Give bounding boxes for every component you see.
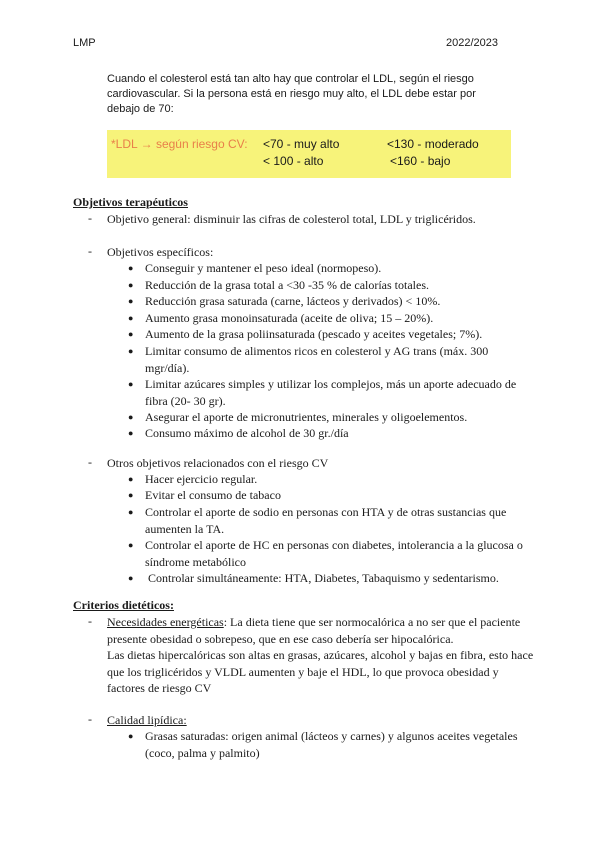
- dash-marker: -: [88, 211, 92, 225]
- list-item: Controlar el aporte de HC en personas con diabetes, intolerancia a la glucosa o síndrome metabólico: [145, 538, 523, 569]
- list-item: Controlar el aporte de sodio en personas con HTA y de otras sustancias que aumenten la TA.: [145, 505, 507, 536]
- header-right: 2022/2023: [446, 37, 498, 49]
- list-item: Limitar consumo de alimentos ricos en colesterol y AG trans (máx. 300 mgr/día).: [145, 344, 489, 375]
- bullet-icon: ●: [128, 412, 134, 422]
- arrow-right-icon: →: [140, 137, 153, 151]
- bullet-icon: ●: [128, 263, 134, 273]
- list-item: Hacer ejercicio regular.: [145, 472, 258, 486]
- objetivos-title: Objetivos terapéuticos: [73, 195, 188, 209]
- ldl-value-high: < 100 - alto: [263, 154, 324, 168]
- objetivo-general: Objetivo general: disminuir las cifras de colesterol total, LDL y triglicéridos.: [107, 212, 476, 226]
- calidad-lipidica-label: Calidad lipídica:: [107, 713, 187, 727]
- necesidades-label: Necesidades energéticas: [107, 615, 224, 629]
- otros-objetivos-label: Otros objetivos relacionados con el riesgo CV: [107, 456, 329, 470]
- dash-marker: -: [88, 614, 92, 628]
- bullet-icon: ●: [128, 280, 134, 290]
- list-item: Reducción grasa saturada (carne, lácteos y derivados) < 10%.: [145, 294, 441, 308]
- necesidades-paragraph: [107, 614, 537, 647]
- list-item: Evitar el consumo de tabaco: [145, 488, 281, 502]
- ldl-box-title: [111, 137, 248, 151]
- list-item: Grasas saturadas: origen animal (lácteos y carnes) y algunos aceites vegetales (coco, palma y palmito): [145, 729, 518, 760]
- bullet-icon: ●: [128, 329, 134, 339]
- dash-marker: -: [88, 712, 92, 726]
- criterios-title: Criterios dietéticos:: [73, 598, 174, 612]
- necesidades-text: : La dieta tiene que ser normocalórica a no ser que el paciente presente obesidad o sobrepeso, que en ese caso debería ser hipocalórica.: [107, 615, 521, 646]
- list-item: Aumento de la grasa poliinsaturada (pescado y aceites vegetales; 7%).: [145, 327, 483, 341]
- bullet-icon: ●: [128, 428, 134, 438]
- header-left: LMP: [73, 37, 96, 49]
- ldl-value-very-high: <70 - muy alto: [263, 137, 340, 151]
- list-item: Controlar simultáneamente: HTA, Diabetes, Tabaquismo y sedentarismo.: [145, 571, 499, 585]
- ldl-title-suffix: según riesgo CV:: [155, 137, 248, 151]
- dash-marker: -: [88, 455, 92, 469]
- intro-paragraph: Cuando el colesterol está tan alto hay que controlar el LDL, según el riesgo cardiovascular. Si la persona está en riesgo muy alto, el LDL debe estar por debajo de 70:: [107, 73, 476, 115]
- bullet-icon: ●: [128, 313, 134, 323]
- bullet-icon: ●: [128, 507, 134, 517]
- bullet-icon: ●: [128, 731, 134, 741]
- hipercaloricas-paragraph: Las dietas hipercalóricas son altas en grasas, azúcares, alcohol y bajas en fibra, esto hace que los triglicéridos y VLDL aumenten y baje el HDL, lo que provoca obesidad y factores de riesgo CV: [107, 648, 534, 695]
- bullet-icon: ●: [128, 474, 134, 484]
- list-item: Limitar azúcares simples y utilizar los complejos, más un aporte adecuado de fibra (20- 30 gr).: [145, 377, 517, 408]
- dash-marker: -: [88, 244, 92, 258]
- bullet-icon: ●: [128, 573, 134, 583]
- objetivos-especificos-label: Objetivos específicos:: [107, 245, 214, 259]
- bullet-icon: ●: [128, 379, 134, 389]
- list-item: Aumento grasa monoinsaturada (aceite de oliva; 15 – 20%).: [145, 311, 434, 325]
- bullet-icon: ●: [128, 540, 134, 550]
- ldl-value-moderate: <130 - moderado: [387, 137, 479, 151]
- ldl-value-low: <160 - bajo: [390, 154, 451, 168]
- list-item: Conseguir y mantener el peso ideal (normopeso).: [145, 261, 382, 275]
- list-item: Reducción de la grasa total a <30 -35 % de calorías totales.: [145, 278, 429, 292]
- list-item: Consumo máximo de alcohol de 30 gr./día: [145, 426, 349, 440]
- bullet-icon: ●: [128, 346, 134, 356]
- bullet-icon: ●: [128, 296, 134, 306]
- list-item: Asegurar el aporte de micronutrientes, minerales y oligoelementos.: [145, 410, 468, 424]
- ldl-title-prefix: *LDL: [111, 137, 138, 151]
- ldl-reference-box: [107, 130, 511, 178]
- bullet-icon: ●: [128, 490, 134, 500]
